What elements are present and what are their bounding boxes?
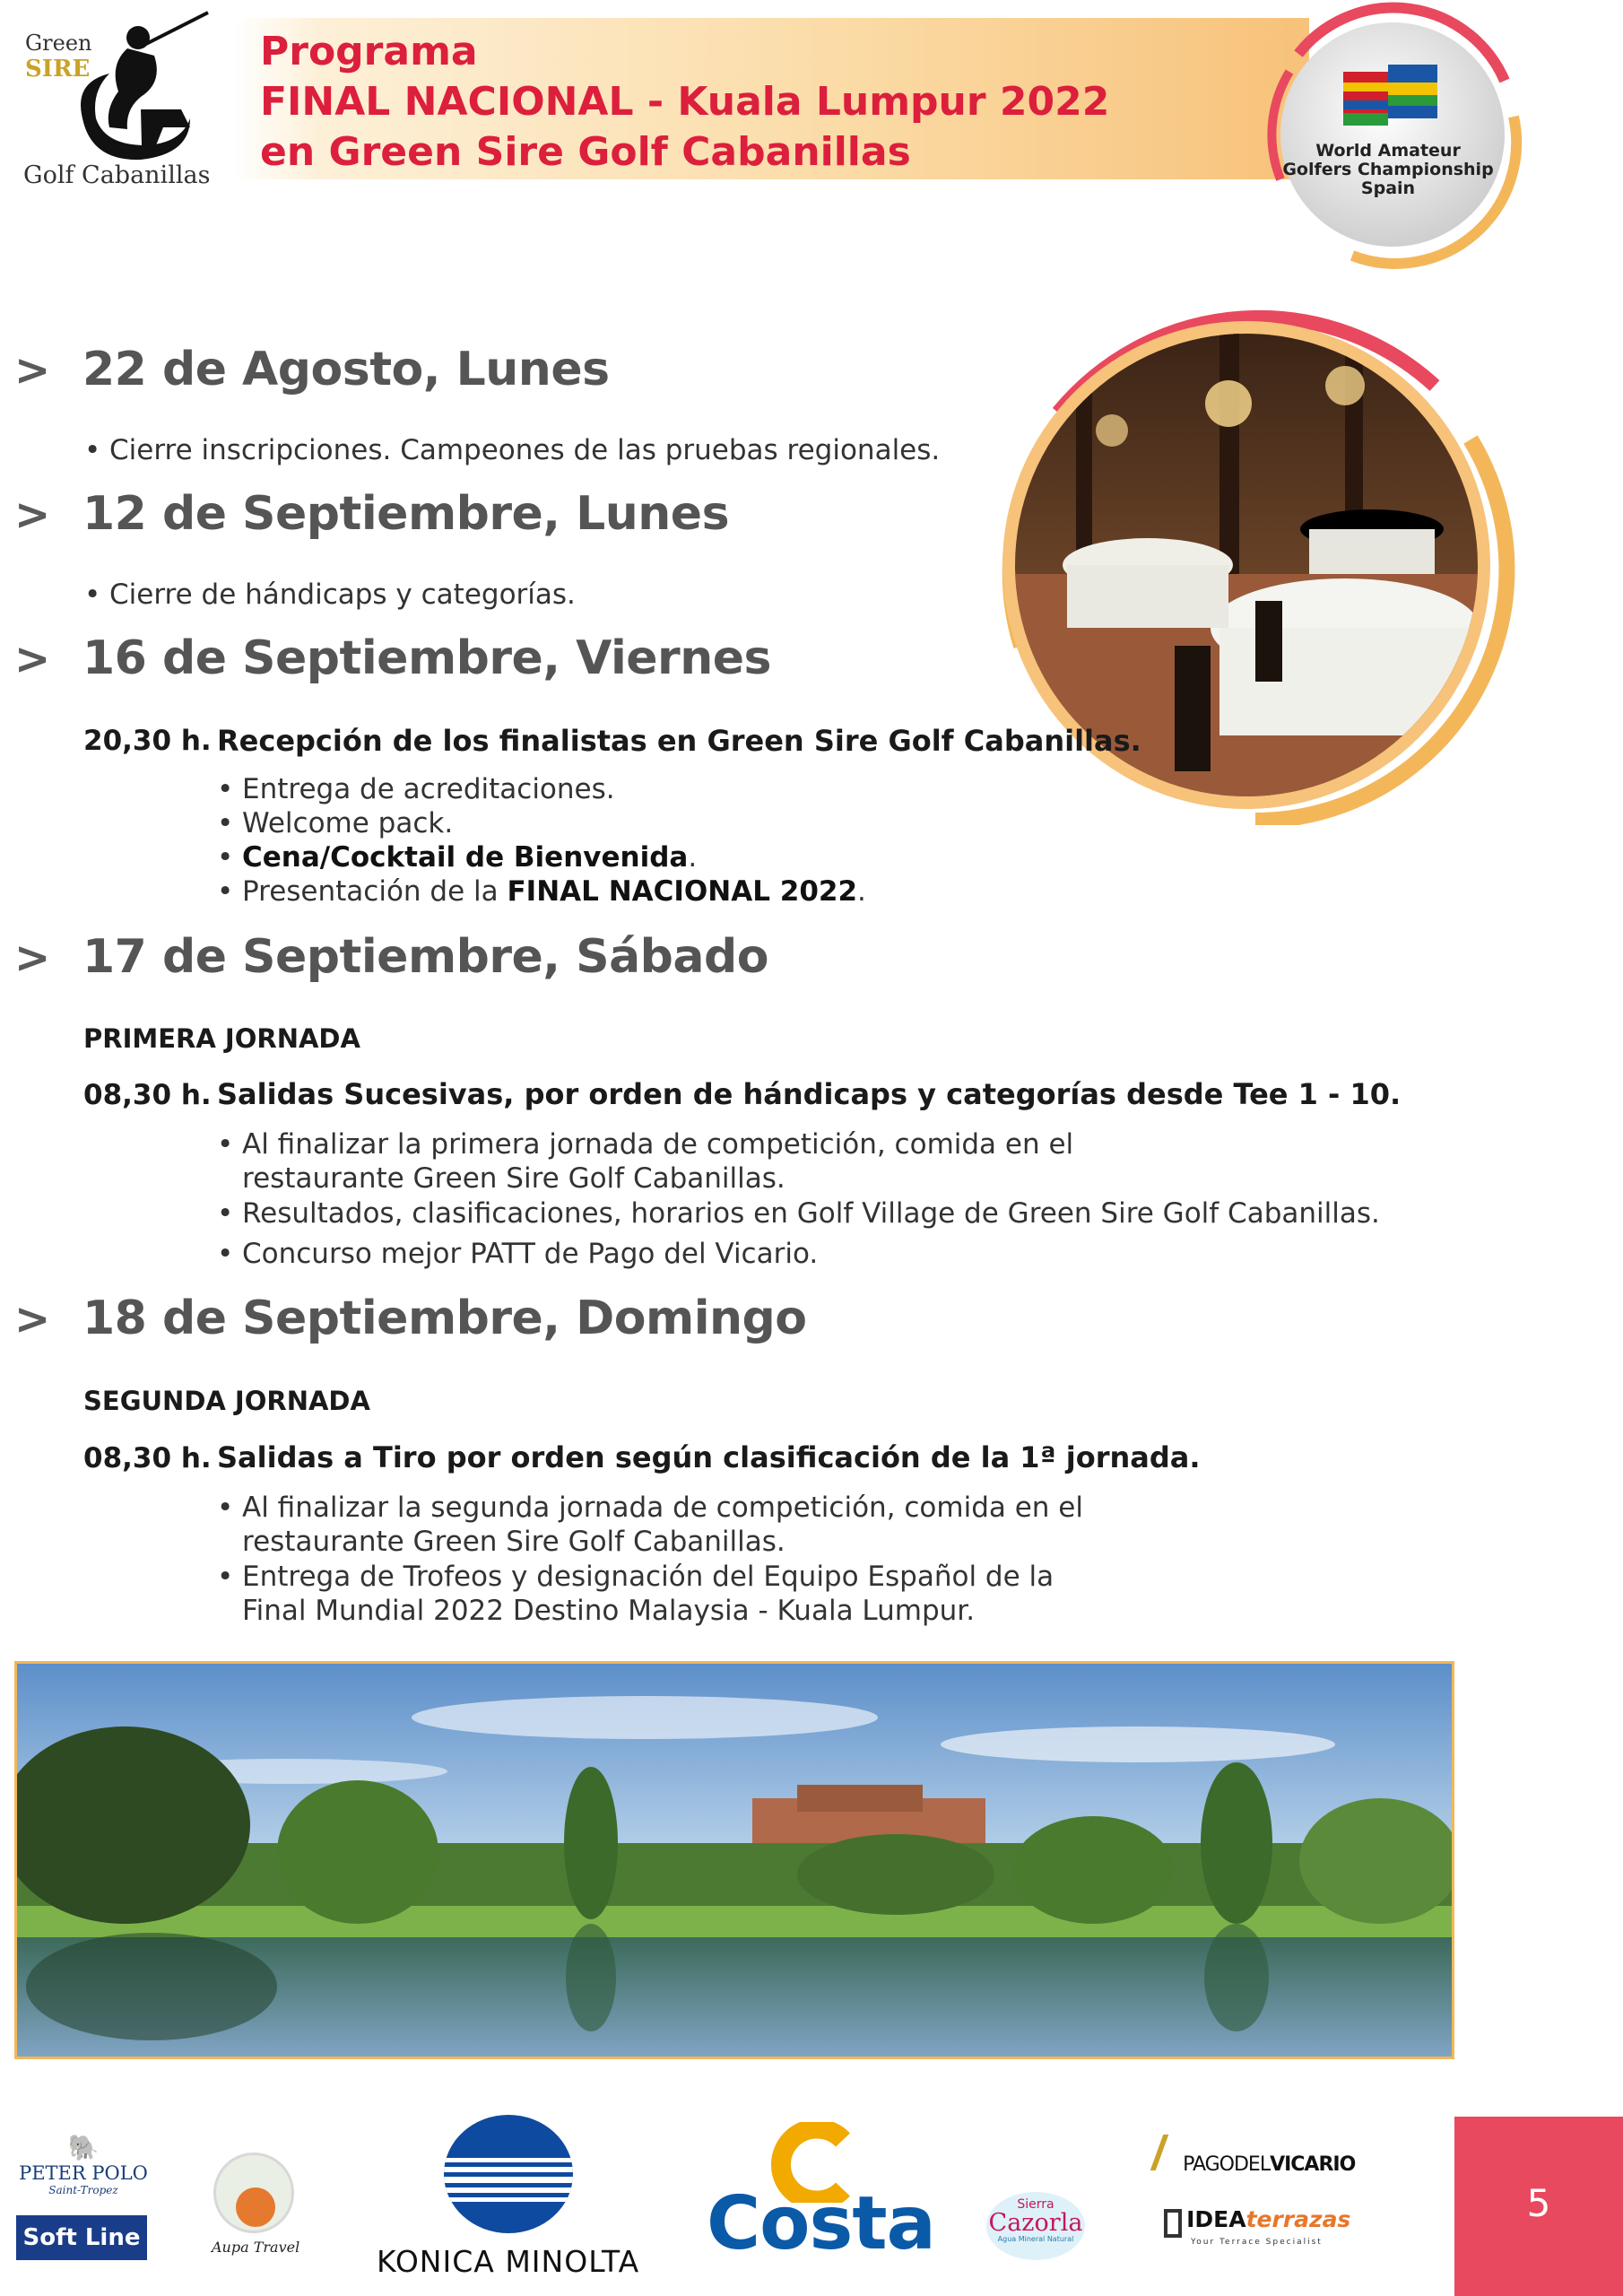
event-title: Recepción de los finalistas en Green Sire Golf Cabanillas.	[217, 724, 1141, 758]
title-line-1: Programa	[260, 29, 478, 74]
title-line-2: FINAL NACIONAL - Kuala Lumpur 2022	[260, 79, 1110, 125]
badge-line-2: Golfers Championship	[1282, 160, 1494, 179]
idea-terrazas-icon	[1164, 2209, 1182, 2238]
konica-minolta-globe-icon	[441, 2111, 576, 2237]
day-marker: >	[14, 490, 51, 540]
wagc-badge-text	[1282, 142, 1494, 198]
list-item: • Welcome pack.	[217, 807, 454, 839]
badge-line-3: Spain	[1360, 178, 1416, 198]
day-marker: >	[14, 1294, 51, 1344]
costa-logo: Costa	[707, 2181, 935, 2266]
jornada-label: PRIMERA JORNADA	[83, 1023, 360, 1054]
badge-line-1: World Amateur	[1315, 141, 1461, 161]
peter-polo-logo: 🐘 PETER POLO Saint-Tropez	[16, 2133, 151, 2196]
day-marker: >	[14, 345, 51, 396]
sponsor-logos: 🐘 PETER POLO Saint-Tropez Soft Line Aupa Travel KONICA MINOLTA Costa Sierra Cazorla Agua Mineral Natural PAGODELVICARIO IDEAterrazas Your Terrace Specialist	[0, 2099, 1453, 2296]
idea-terrazas-logo: IDEAterrazas Your Terrace Specialist	[1164, 2206, 1350, 2247]
scooter-icon	[236, 2187, 275, 2227]
jornada-label: SEGUNDA JORNADA	[83, 1386, 370, 1416]
event-title: Salidas a Tiro por orden según clasificación de la 1ª jornada.	[217, 1440, 1201, 1474]
title-line-3: en Green Sire Golf Cabanillas	[260, 129, 911, 175]
day-marker: >	[14, 933, 51, 983]
day-title: 22 de Agosto, Lunes	[82, 343, 610, 396]
soft-line-logo: Soft Line	[16, 2215, 147, 2260]
list-item: • Al finalizar la primera jornada de competición, comida en el	[217, 1128, 1074, 1161]
day-marker: >	[14, 634, 51, 684]
elephant-icon: 🐘	[67, 2133, 100, 2162]
page-title	[260, 27, 1246, 178]
golf-course-photo	[14, 1661, 1454, 2059]
list-item: • Entrega de Trofeos y designación del Equipo Español de la	[217, 1561, 1055, 1593]
konica-minolta-logo: KONICA MINOLTA	[377, 2244, 640, 2279]
day-title: 12 de Septiembre, Lunes	[82, 487, 730, 541]
list-item: • Presentación de la FINAL NACIONAL 2022.	[217, 875, 866, 908]
logo-text-golf-cabanillas: Golf Cabanillas	[23, 161, 211, 189]
aupa-travel-logo	[213, 2152, 294, 2233]
event-time: 20,30 h.	[83, 725, 212, 757]
day-title: 16 de Septiembre, Viernes	[82, 631, 771, 685]
event-title: Salidas Sucesivas, por orden de hándicaps y categorías desde Tee 1 - 10.	[217, 1077, 1402, 1111]
page-number-tab	[1454, 2117, 1623, 2296]
list-item-continuation: restaurante Green Sire Golf Cabanillas.	[242, 1162, 785, 1195]
list-item: • Cena/Cocktail de Bienvenida.	[217, 841, 698, 874]
list-item-continuation: restaurante Green Sire Golf Cabanillas.	[242, 1526, 785, 1558]
event-time: 08,30 h.	[83, 1442, 212, 1474]
logo-text-green: Green	[25, 30, 92, 56]
page-number: 5	[1526, 2181, 1551, 2225]
list-item: • Cierre de hándicaps y categorías.	[84, 578, 576, 611]
leaf-icon	[1150, 2135, 1185, 2170]
pago-del-vicario-logo: PAGODELVICARIO	[1157, 2135, 1355, 2176]
wagc-badge-logo	[1245, 0, 1532, 269]
list-item: • Concurso mejor PATT de Pago del Vicario.	[217, 1238, 819, 1270]
list-item: • Cierre inscripciones. Campeones de las pruebas regionales.	[84, 434, 941, 466]
green-sire-logo	[20, 11, 226, 190]
day-title: 17 de Septiembre, Sábado	[82, 930, 768, 984]
cazorla-logo: Sierra Cazorla Agua Mineral Natural	[986, 2192, 1085, 2260]
list-item-continuation: Final Mundial 2022 Destino Malaysia - Kuala Lumpur.	[242, 1595, 976, 1627]
day-title: 18 de Septiembre, Domingo	[82, 1292, 807, 1345]
list-item: • Resultados, clasificaciones, horarios en Golf Village de Green Sire Golf Cabanillas.	[217, 1197, 1380, 1230]
list-item: • Entrega de acreditaciones.	[217, 773, 615, 805]
list-item: • Al finalizar la segunda jornada de competición, comida en el	[217, 1492, 1083, 1524]
event-time: 08,30 h.	[83, 1079, 212, 1111]
logo-text-sire: SIRE	[25, 56, 91, 83]
